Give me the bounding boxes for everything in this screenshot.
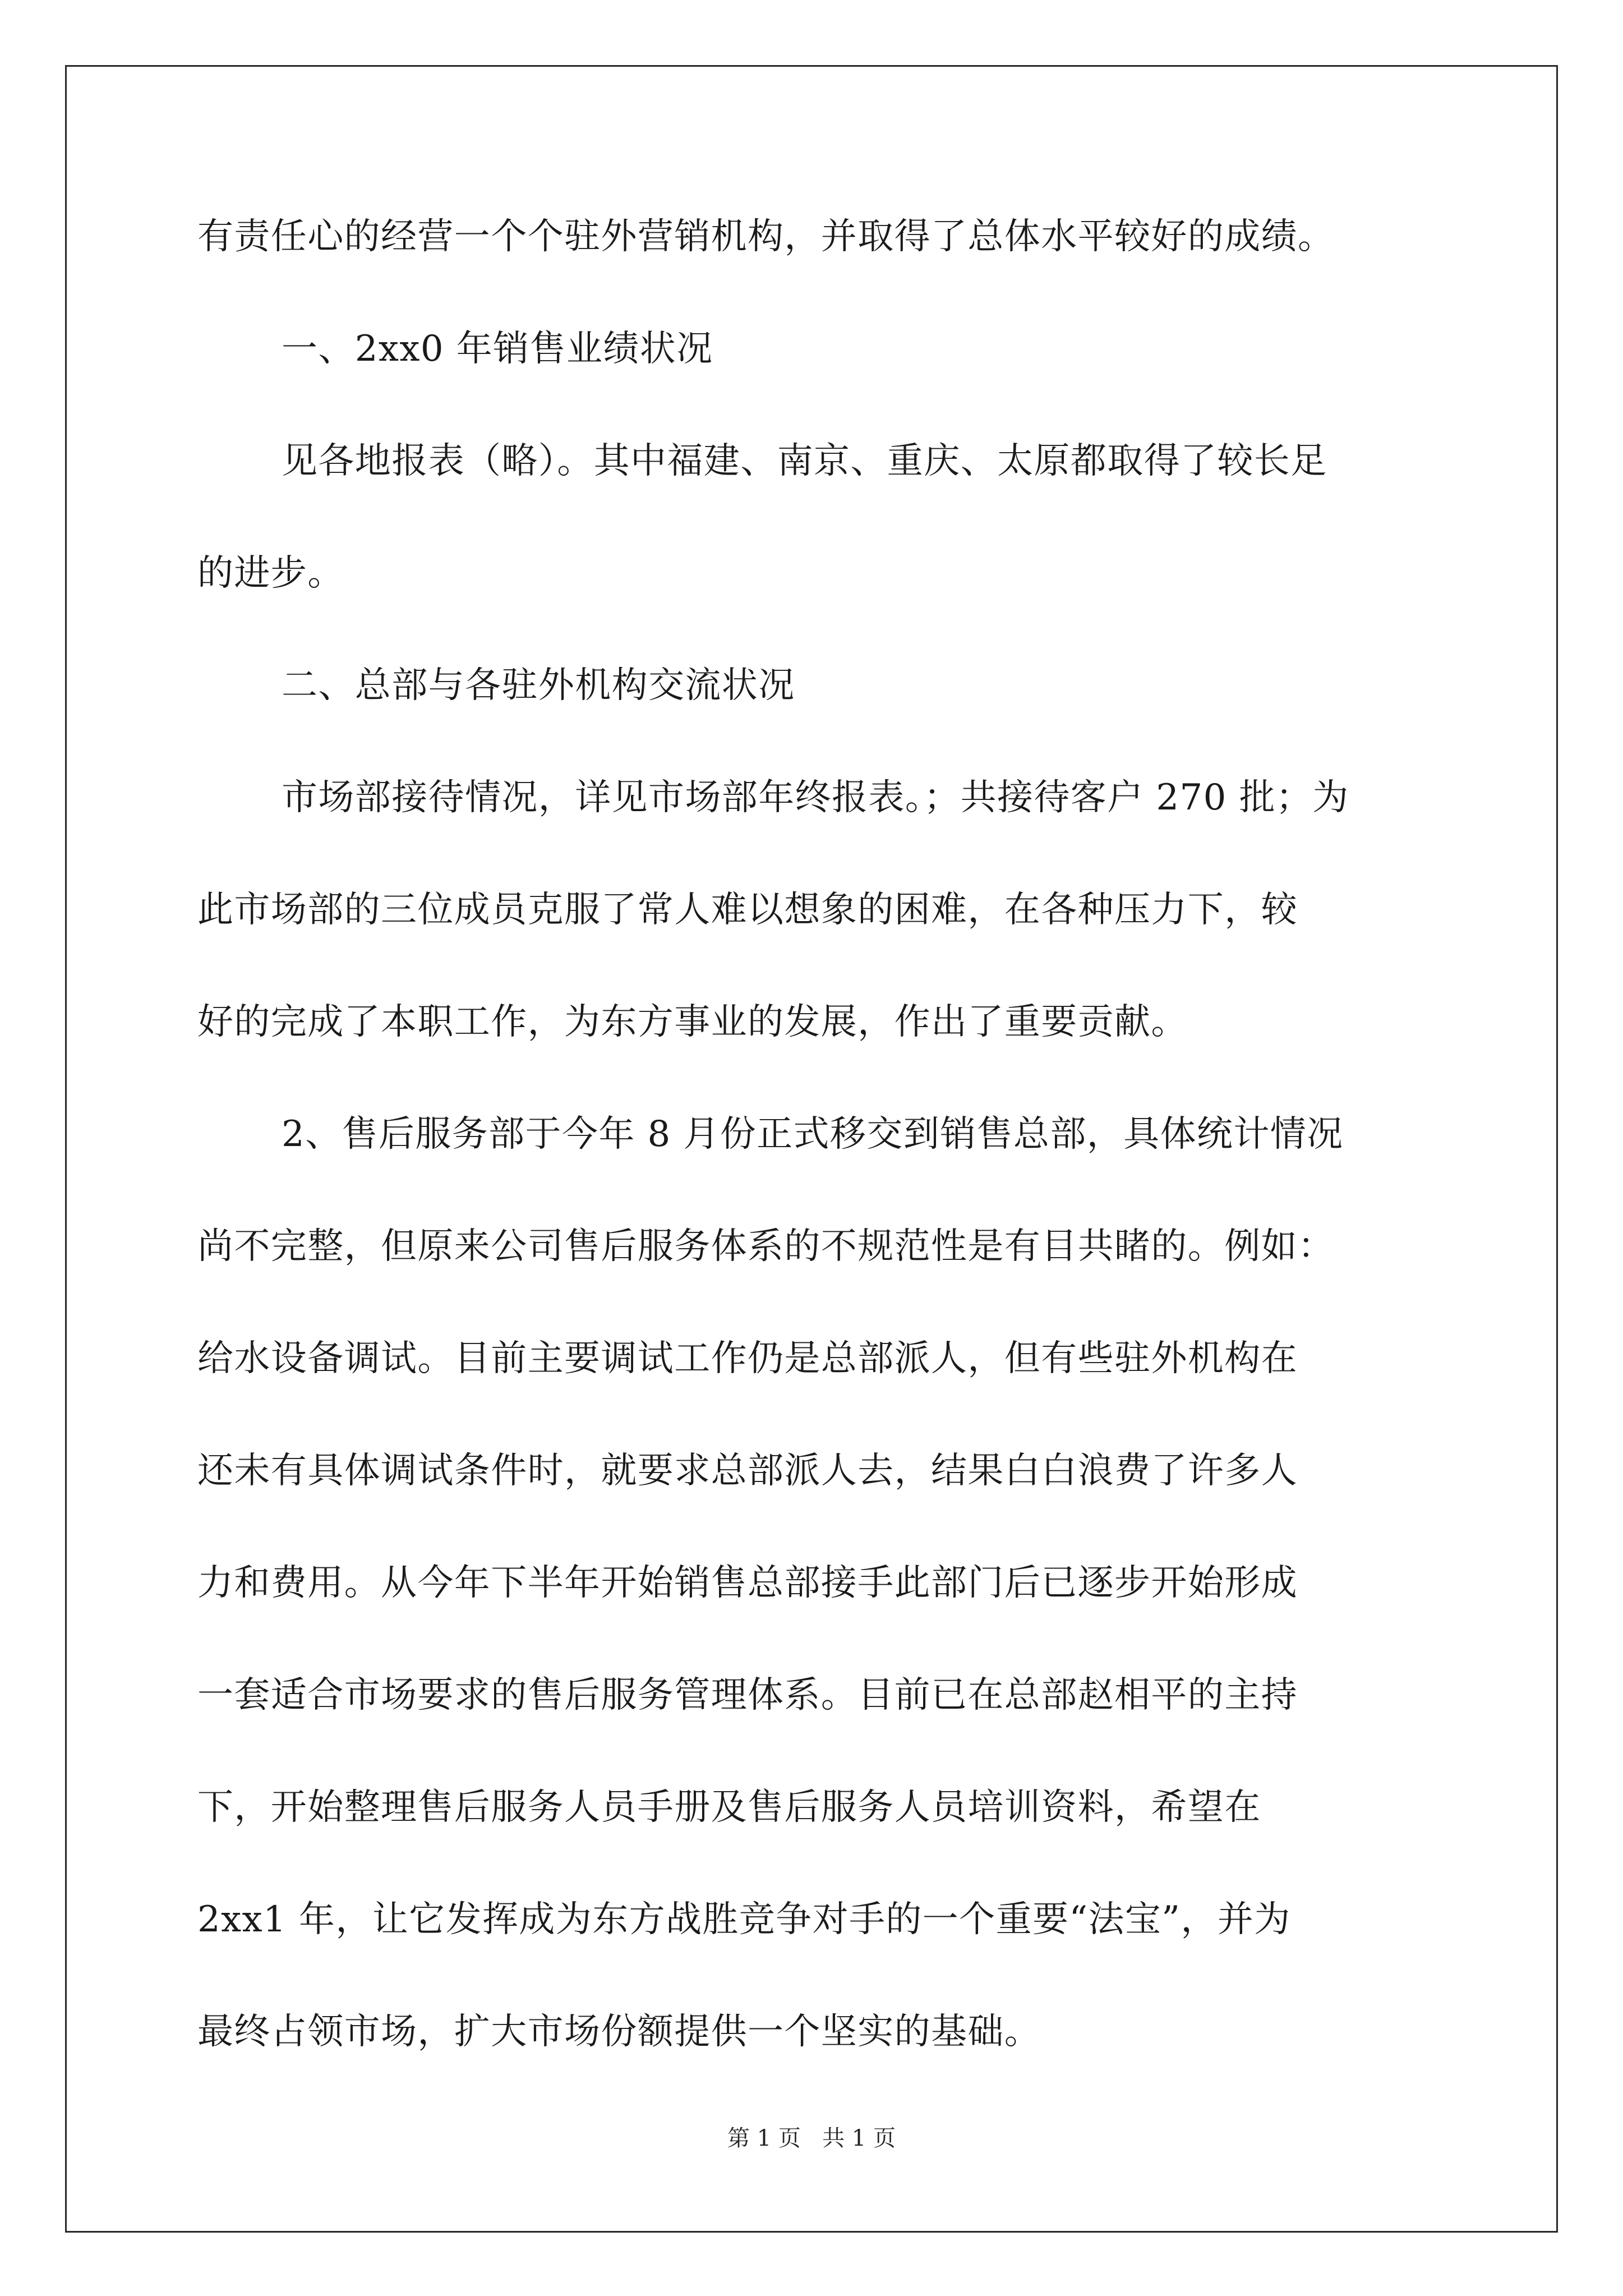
paragraph-line: 2、售后服务部于今年 8 月份正式移交到销售总部，具体统计情况	[282, 1114, 1344, 1155]
paragraph-line: 力和费用。从今年下半年开始销售总部接手此部门后已逐步开始形成	[197, 1562, 1298, 1604]
page-number-footer: 第 1 页 共 1 页	[727, 2125, 896, 2151]
paragraph-line: 的进步。	[197, 553, 344, 594]
paragraph-line: 一套适合市场要求的售后服务管理体系。目前已在总部赵相平的主持	[197, 1674, 1298, 1716]
paragraph-line: 还未有具体调试条件时，就要求总部派人去，结果白白浪费了许多人	[197, 1450, 1298, 1492]
paragraph-line: 此市场部的三位成员克服了常人难以想象的困难，在各种压力下，较	[197, 889, 1298, 931]
section-heading: 二、总部与各驻外机构交流状况	[282, 665, 795, 706]
section-heading: 一、2xx0 年销售业绩状况	[282, 328, 713, 370]
paragraph-line: 尚不完整，但原来公司售后服务体系的不规范性是有目共睹的。例如：	[197, 1226, 1335, 1267]
paragraph-line: 见各地报表（略）。其中福建、南京、重庆、太原都取得了较长足	[282, 440, 1327, 482]
paragraph-line: 下，开始整理售后服务人员手册及售后服务人员培训资料，希望在	[197, 1787, 1261, 1828]
paragraph-line: 有责任心的经营一个个驻外营销机构，并取得了总体水平较好的成绩。	[197, 216, 1335, 257]
paragraph-line: 市场部接待情况，详见市场部年终报表。；共接待客户 270 批；为	[282, 777, 1349, 818]
paragraph-line: 好的完成了本职工作，为东方事业的发展，作出了重要贡献。	[197, 1001, 1188, 1043]
paragraph-line: 最终占领市场，扩大市场份额提供一个坚实的基础。	[197, 2011, 1041, 2053]
paragraph-line: 2xx1 年，让它发挥成为东方战胜竞争对手的一个重要“法宝”，并为	[197, 1899, 1291, 1940]
paragraph-line: 给水设备调试。目前主要调试工作仍是总部派人，但有些驻外机构在	[197, 1338, 1298, 1379]
